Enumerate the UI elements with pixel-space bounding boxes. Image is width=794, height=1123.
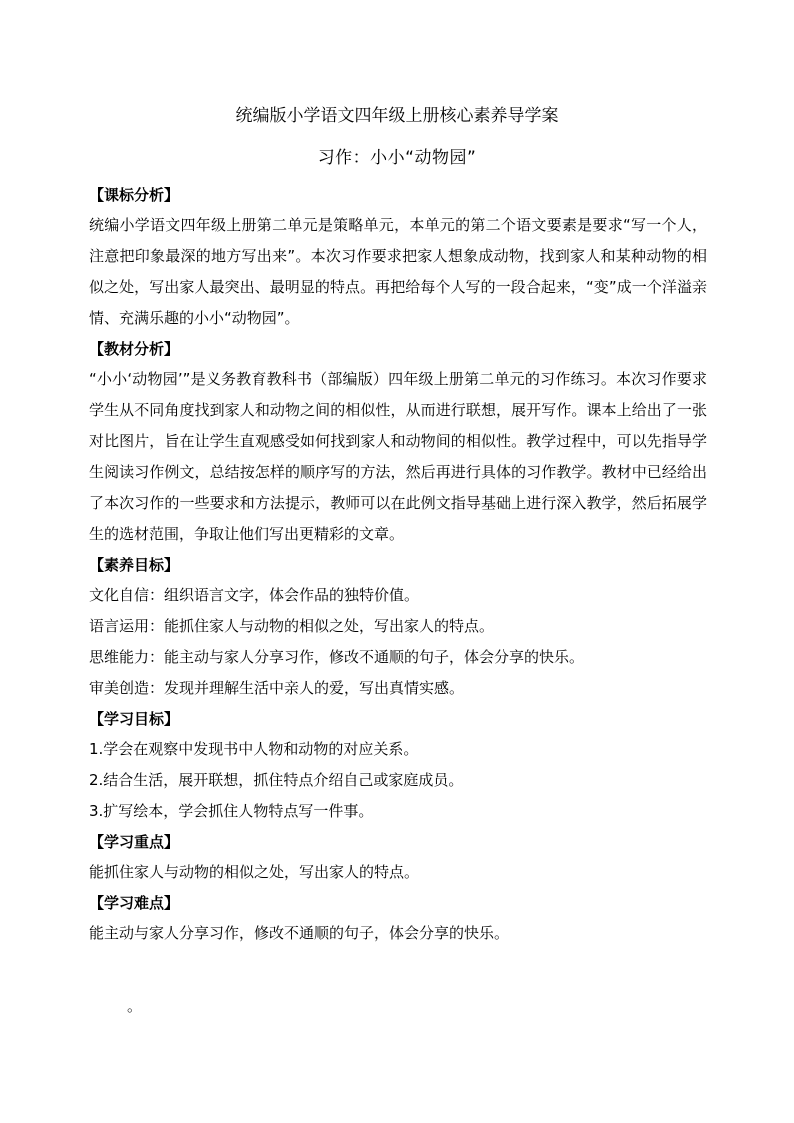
literacy-item: 思维能力：能主动与家人分享习作，修改不通顺的句子，体会分享的快乐。 — [89, 648, 585, 666]
section-text-textbook: “小小‘动物园’”是义务教育教科书（部编版）四年级上册第二单元的习作练习。本次习作要求学生从不同角度找到家人和动物之间的相似性，从而进行联想，展开写作。课本上给出了一张对比图片，旨在让学生直观感受如何找到家人和动物间的相似性。教学过程中，可以先指导学生阅读习作例文，总结按怎样的顺序写的方法，然后再进行具体的习作教学。教材中已经给出了本次习作的一些要求和方法提示，教师可以在此例文指导基础上进行深入教学，然后拓展学生的选材范围，争取让他们写出更精彩的文章。 — [89, 370, 707, 543]
section-text-key-points: 能抓住家人与动物的相似之处，写出家人的特点。 — [89, 863, 420, 881]
document-subtitle: 习作：小小“动物园” — [317, 148, 477, 168]
literacy-item: 语言运用：能抓住家人与动物的相似之处，写出家人的特点。 — [89, 617, 495, 635]
section-heading-textbook: 【教材分析】 — [89, 340, 180, 358]
document-title: 统编版小学语文四年级上册核心素养导学案 — [235, 106, 559, 126]
literacy-item: 审美创造：发现并理解生活中亲人的爱，写出真情实感。 — [89, 679, 465, 697]
section-heading-curriculum: 【课标分析】 — [89, 186, 180, 204]
objective-item: 1.学会在观察中发现书中人物和动物的对应关系。 — [89, 740, 419, 758]
section-heading-objectives: 【学习目标】 — [89, 710, 180, 728]
literacy-item: 文化自信：组织语言文字，体会作品的独特价值。 — [89, 586, 420, 604]
trailing-mark: 。 — [127, 997, 143, 1015]
section-text-curriculum: 统编小学语文四年级上册第二单元是策略单元，本单元的第二个语文要素是要求“写一个人，注意把印象最深的地方写出来”。本次习作要求把家人想象成动物，找到家人和某种动物的相似之处，写出家人最突出、最明显的特点。再把给每个人写的一段合起来，“变”成一个洋溢亲情、充满乐趣的小小“动物园”。 — [89, 216, 707, 327]
section-text-difficulties: 能主动与家人分享习作，修改不通顺的句子，体会分享的快乐。 — [89, 924, 510, 942]
objective-item: 2.结合生活，展开联想，抓住特点介绍自己或家庭成员。 — [89, 771, 464, 789]
section-heading-key-points: 【学习重点】 — [89, 833, 180, 851]
document-body — [89, 180, 707, 949]
section-heading-literacy: 【素养目标】 — [89, 556, 180, 574]
section-heading-difficulties: 【学习难点】 — [89, 894, 180, 912]
objective-item: 3.扩写绘本，学会抓住人物特点写一件事。 — [89, 802, 374, 820]
